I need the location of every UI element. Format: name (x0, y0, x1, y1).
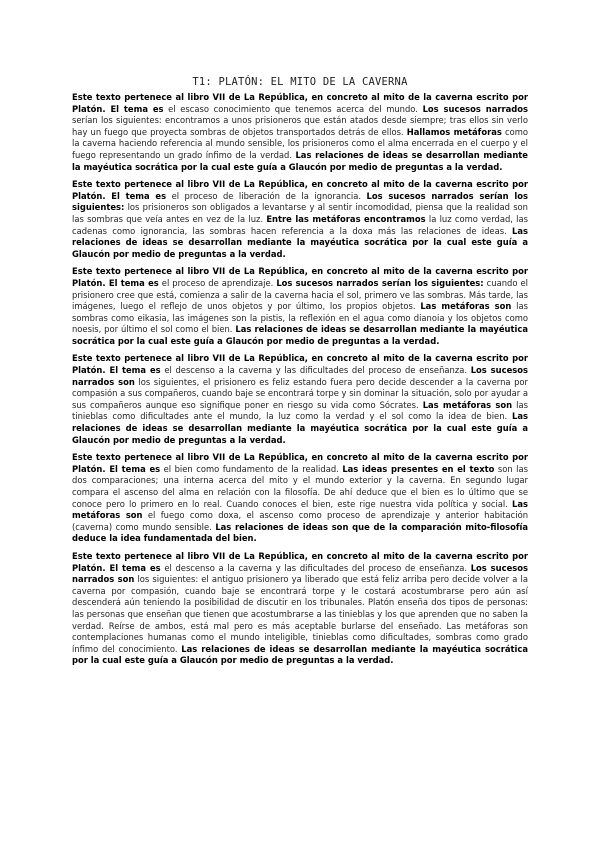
regular-text: el bien como fundamento de la realidad. (160, 463, 343, 474)
bold-text: Las relaciones de ideas se desarrollan mediante la mayéutica socrática por la cual este guía a Glaucón por medio de preguntas a la verdad. (72, 643, 528, 666)
bold-text: Los sucesos narrados (422, 103, 528, 114)
bold-text: Las relaciones de ideas se desarrollan mediante la mayéutica socrática por la cual este guía a Glaucón por medio de preguntas a la verdad. (72, 324, 529, 346)
bold-text: Este texto pertenece al libro VII de La República, en concreto al mito de la caverna escrito por Platón. El tema es (72, 266, 528, 288)
bold-text: Los sucesos narrados son (72, 365, 528, 387)
paragraph-6 (72, 551, 528, 667)
bold-text: Las relaciones de ideas se desarrollan mediante la mayéutica socrática por la cual este guía a Glaucón por medio de preguntas a la verdad. (72, 225, 528, 259)
page-title: T1: PLATÓN: EL MITO DE LA CAVERNA (192, 76, 408, 88)
paragraph-1 (72, 92, 528, 173)
regular-text: el proceso de aprendizaje. (158, 277, 277, 288)
bold-text: Hallamos metáforas (406, 126, 502, 137)
bold-text: Este texto pertenece al libro VII de La República, en concreto al mito de la caverna escrito por Platón. El tema es (72, 179, 528, 201)
paragraph-2 (72, 179, 528, 260)
paragraph-4 (72, 353, 528, 446)
regular-text: el descenso a la caverna y las dificultades del proceso de enseñanza. (160, 562, 471, 573)
bold-text: Este texto pertenece al libro VII de La República, en concreto al mito de la caverna escrito por Platón. El tema es (72, 550, 528, 573)
regular-text: son las dos comparaciones; una interna acerca del mito y el mundo exterior y la caverna. En segundo lugar compara el ascenso del alma en relación con la filosofía. De ahí deduce que el bien es lo último que se conoce pero lo primero en lo real. Cuando conoces el bien, este rige nuestra vida política y social. (72, 463, 528, 509)
regular-text: las tinieblas como dificultades ante el mundo, la luz como la verdad y el sol como la idea de bien. (72, 399, 528, 422)
bold-text: Entre las metáforas encontramos (266, 213, 426, 224)
regular-text: la luz como verdad, las cadenas como ignorancia, las sombras hacen referencia a la doxa más las relaciones de ideas. (72, 213, 528, 236)
regular-text: cuando el prisionero cree que está, comienza a salir de la caverna hacia el sol, primero ve las sombras. Más tarde, las imágenes, luego el reflejo de unos objetos y por último, los propios objetos. (72, 277, 528, 312)
bold-text: Las ideas presentes en el texto (342, 463, 495, 474)
bold-text: Las metáforas son (420, 301, 512, 312)
regular-text: el proceso de liberación de la ignorancia. (166, 190, 367, 201)
bold-text: Las metáforas son (422, 399, 513, 410)
regular-text: el escaso conocimiento que tenemos acerca del mundo. (163, 103, 423, 114)
bold-text: Las relaciones de ideas se desarrollan mediante la mayéutica socrática por la cual este guía a Glaucón por medio de preguntas a la verdad. (72, 149, 528, 172)
regular-text: el fuego como doxa, el ascenso como proceso de aprendizaje y anterior habitación (caverna) como mundo sensible. (72, 510, 529, 532)
document-body (72, 92, 528, 667)
regular-text: los prisioneros son obligados a levantarse y al sentir incomodidad, piensa que la realidad son las sombras que veía antes en vez de la luz. (72, 202, 528, 224)
bold-text: Las relaciones de ideas se desarrollan mediante la mayéutica socrática por la cual este guía a Glaucón por medio de preguntas a la verdad. (72, 411, 528, 445)
regular-text: serían los siguientes: encontramos a unos prisioneros que están atados desde siempre; tras ellos sin verlo hay un fuego que proyecta sombras de objetos transportados detrás de ellos. (72, 115, 528, 137)
paragraph-3 (72, 266, 528, 347)
bold-text: Las metáforas son (72, 498, 528, 521)
regular-text: el descenso a la caverna y las dificultades del proceso de enseñanza. (160, 365, 471, 376)
paragraph-5 (72, 452, 528, 545)
bold-text: Los sucesos narrados serían los siguientes: (276, 277, 484, 288)
regular-text: los siguientes: el antiguo prisionero ya liberado que está feliz arriba pero decide volver a la caverna por compasión, cuando baje se encontrará torpe y le costará acostumbrarse pero aún así descenderá aún teniendo la posibilidad de discutir en los tribunales. Platón enseña dos tipos de personas: las personas que enseñan que tienen que acostumbrarse a las tinieblas y los que aprenden que no saben la verdad. Reírse de ambos, está mal pero es más aceptable burlarse del enseñado. Las metáforas son contemplaciones humanas como el mundo inteligible, tinieblas como dificultades, sombras como grado ínfimo del conocimiento. (72, 574, 528, 654)
bold-text: Este texto pertenece al libro VII de La República, en concreto al mito de la caverna escrito por Platón. El tema es (72, 92, 528, 114)
bold-text: Los sucesos narrados son (72, 562, 528, 585)
bold-text: Los sucesos narrados serían los siguientes: (72, 190, 528, 213)
regular-text: los siguientes, el prisionero es feliz estando fuera pero decide descender a la caverna por compasión a sus compañeros, cuando baje se encontrará torpe y sin dominar la situación, solo por ayudar a sus compañeros aunque eso signifique poner en riesgo su vida como Sócrates. (72, 376, 528, 410)
bold-text: Este texto pertenece al libro VII de La República, en concreto al mito de la caverna escrito por Platón. El tema es (72, 353, 528, 376)
regular-text: como la caverna haciendo referencia al mundo sensible, los prisioneros como el alma encerrada en el cuerpo y el fuego representando un grado ínfimo de la verdad. (72, 126, 528, 160)
bold-text: Las relaciones de ideas son que de la comparación mito-filosofía deduce la idea fundamentada del bien. (72, 521, 528, 544)
regular-text: las sombras como eikasia, las imágenes son la pistis, la reflexión en el agua como dianoia y los objetos como noesis, por último el sol como el bien. (72, 301, 529, 335)
bold-text: Este texto pertenece al libro VII de La República, en concreto al mito de la caverna escrito por Platón. El tema es (72, 452, 528, 474)
